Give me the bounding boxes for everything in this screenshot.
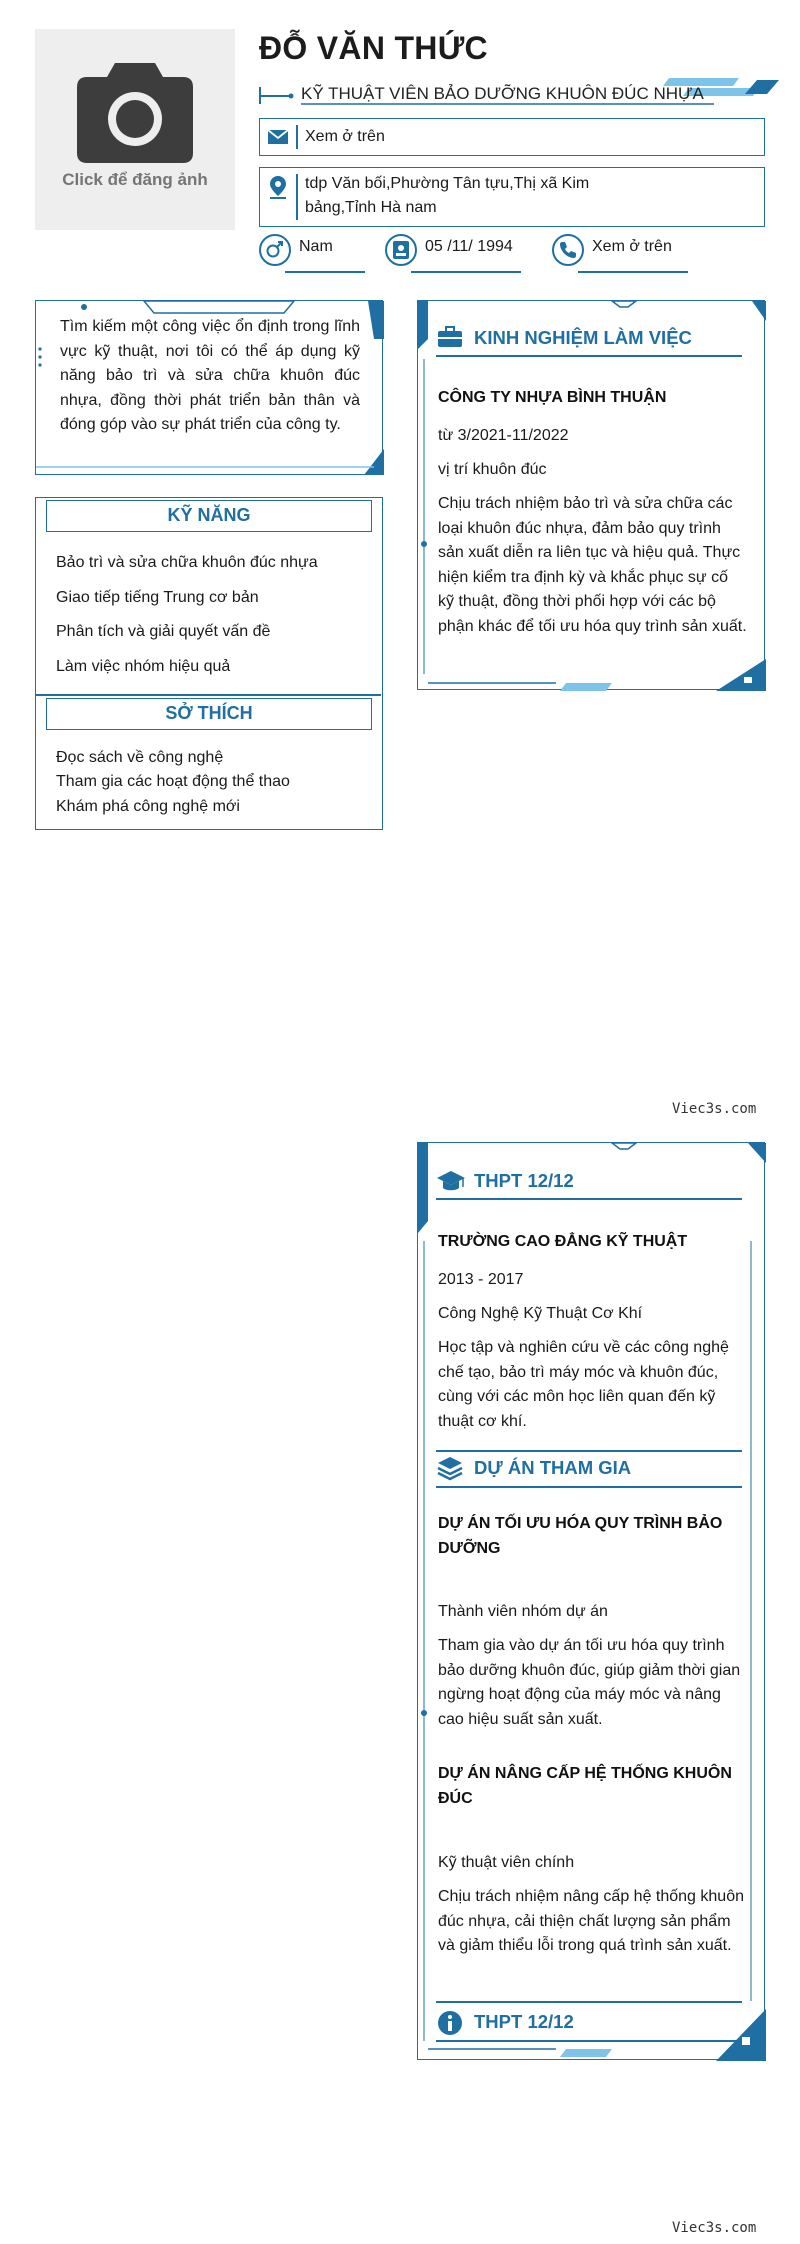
envelope-icon (266, 125, 290, 149)
hobby-item: Tham gia các hoạt động thể thao (56, 773, 290, 790)
extra-heading: THPT 12/12 (474, 2011, 574, 2032)
project-name: DỰ ÁN TỐI ƯU HÓA QUY TRÌNH BẢO DƯỠNG (438, 1515, 723, 1557)
objective-text: Tìm kiếm một công việc ổn định trong lĩnh vực kỹ thuật, nơi tôi có thể áp dụng kỹ năng bảo trì và sửa chữa khuôn đúc nhựa, đồng thời phát triển bản thân và đóng góp vào sự phát triển của công ty. (60, 318, 360, 433)
phone-underline (578, 271, 688, 273)
gender-underline (285, 271, 365, 273)
layers-icon (436, 1455, 464, 1481)
project-role: Thành viên nhóm dự án (438, 1603, 608, 1620)
skills-heading: KỸ NĂNG (46, 500, 372, 532)
project-name: DỰ ÁN NÂNG CẤP HỆ THỐNG KHUÔN ĐÚC (438, 1765, 732, 1807)
hobbies-heading: SỞ THÍCH (46, 698, 372, 730)
projects-rule-bottom (436, 1486, 742, 1488)
experience-company: CÔNG TY NHỰA BÌNH THUẬN (438, 389, 667, 406)
email-value: Xem ở trên (305, 128, 385, 145)
extra-rule-top (436, 2001, 742, 2003)
phone-value: Xem ở trên (592, 238, 672, 255)
experience-rule (436, 355, 742, 357)
skill-item: Làm việc nhóm hiệu quả (56, 658, 231, 675)
id-card-icon (387, 236, 415, 264)
gender-value: Nam (299, 238, 333, 255)
candidate-name: ĐỖ VĂN THỨC (259, 30, 488, 66)
project-description: Chịu trách nhiệm nâng cấp hệ thống khuôn đúc nhựa, cải thiện chất lượng sản phẩm và giảm thiểu lỗi trong quá trình sản xuất. (438, 1888, 744, 1954)
info-icon (436, 2009, 464, 2037)
job-title: KỸ THUẬT VIÊN BẢO DƯỠNG KHUÔN ĐÚC NHỰA (301, 84, 704, 103)
experience-description: Chịu trách nhiệm bảo trì và sửa chữa các loại khuôn đúc nhựa, đảm bảo quy trình sản xuất diễn ra liên tục và hiệu quả. Thực hiện kiểm tra định kỳ và khắc phục sự cố kỹ thuật, đồng thời phối hợp với các bộ phận khác để tối ưu hóa quy trình sản xuất. (438, 495, 747, 635)
job-title-row (259, 84, 759, 106)
skills-hobbies-panel (35, 497, 383, 830)
address-box (259, 167, 765, 227)
location-pin-icon (266, 174, 290, 200)
skill-item: Giao tiếp tiếng Trung cơ bản (56, 589, 259, 606)
project-role: Kỹ thuật viên chính (438, 1854, 575, 1871)
skill-item: Phân tích và giải quyết vấn đề (56, 623, 271, 640)
watermark: Viec3s.com (672, 2220, 757, 2236)
gender-icon (261, 236, 289, 264)
experience-heading: KINH NGHIỆM LÀM VIỆC (474, 327, 692, 348)
experience-period: từ 3/2021-11/2022 (438, 427, 569, 444)
dob-value: 05 /11/ 1994 (425, 238, 513, 255)
education-period: 2013 - 2017 (438, 1271, 524, 1288)
project-description: Tham gia vào dự án tối ưu hóa quy trình bảo dưỡng khuôn đúc, giúp giảm thời gian ngừng hoạt động của máy móc và nâng cao hiệu suất sản xuất. (438, 1637, 741, 1728)
graduation-cap-icon (436, 1169, 466, 1193)
education-school: TRƯỜNG CAO ĐẲNG KỸ THUẬT (438, 1233, 688, 1250)
hobby-item: Khám phá công nghệ mới (56, 798, 240, 815)
dob-icon-wrap (385, 234, 417, 266)
hobby-item: Đọc sách về công nghệ (56, 749, 224, 766)
camera-icon (75, 57, 195, 163)
projects-rule-top (436, 1450, 742, 1452)
experience-position: vị trí khuôn đúc (438, 461, 547, 478)
email-box[interactable] (259, 118, 765, 156)
gender-icon-wrap (259, 234, 291, 266)
education-heading: THPT 12/12 (474, 1170, 574, 1191)
education-projects-panel (417, 1142, 765, 2060)
briefcase-icon (436, 325, 464, 349)
objective-panel (35, 300, 383, 475)
projects-heading: DỰ ÁN THAM GIA (474, 1457, 632, 1478)
avatar-upload[interactable] (35, 29, 235, 230)
address-value: tdp Văn bối,Phường Tân tựu,Thị xã Kim bảng,Tỉnh Hà nam (305, 175, 590, 216)
extra-rule-bottom (436, 2040, 742, 2042)
phone-icon-wrap (552, 234, 584, 266)
phone-icon (554, 236, 582, 264)
experience-panel (417, 300, 765, 690)
education-description: Học tập và nghiên cứu về các công nghệ chế tạo, bảo trì máy móc và khuôn đúc, cùng với các môn học liên quan đến kỹ thuật cơ khí. (438, 1339, 729, 1430)
dob-underline (411, 271, 521, 273)
skill-item: Bảo trì và sửa chữa khuôn đúc nhựa (56, 554, 318, 571)
watermark: Viec3s.com (672, 1101, 757, 1117)
education-major: Công Nghệ Kỹ Thuật Cơ Khí (438, 1305, 643, 1322)
education-rule (436, 1198, 742, 1200)
skills-divider (36, 694, 381, 696)
avatar-caption: Click để đăng ảnh (62, 170, 208, 189)
